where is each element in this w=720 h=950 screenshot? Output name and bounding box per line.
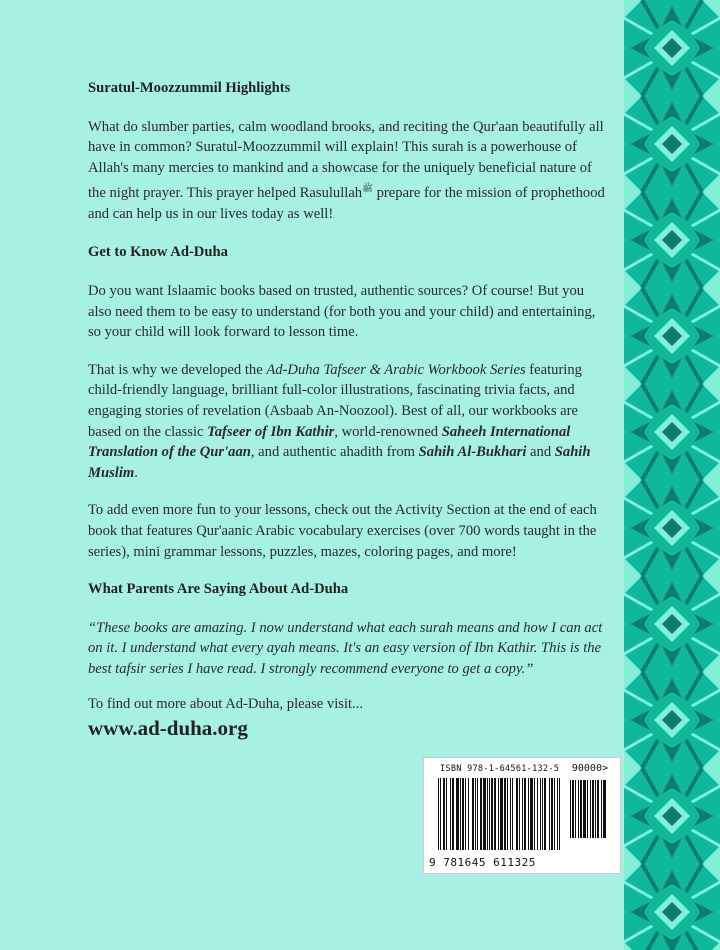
tafseer-title: Tafseer of Ibn Kathir: [207, 423, 335, 440]
barcode-bar: [494, 778, 496, 850]
know-paragraph-1: Do you want Islaamic books based on trusted, authentic sources? Of course! But you also need them to be easy to understand (for both you and your child) and entertaining, so your child will look forward to lesson time.: [88, 283, 596, 341]
bukhari-title: Sahih Al-Bukhari: [418, 444, 527, 461]
barcode-bar: [528, 778, 529, 850]
barcode-bar: [542, 778, 543, 850]
barcode-bar: [524, 778, 526, 850]
barcode-bar: [483, 778, 486, 850]
know-p2-b: featuring child-friendly language, brilliant full-color illustrations, fascinating trivia facts, and engaging stories of revelation (Asbaab An-Noozool). Best of all, our workbooks are based on the classic: [88, 361, 582, 440]
barcode-bar: [446, 778, 447, 850]
series-title: Ad-Duha Tafseer & Arabic Workbook Series: [266, 361, 526, 378]
highlights-paragraph: [88, 117, 608, 225]
highlights-text-a: What do slumber parties, calm woodland brooks, and reciting the Qur'aan beautifully all have in common? Suratul-Moozzummil will explain! This surah is a powerhouse of Allah's many mercies to mankind and a showcase for the uniquely beneficial nature of the night prayer. This prayer helped Rasulullah: [88, 118, 604, 202]
salutation-glyph: ﷺ: [362, 183, 373, 194]
barcode-bar: [597, 780, 599, 838]
barcode-bar: [507, 778, 508, 850]
know-paragraph-3: To add even more fun to your lessons, check out the Activity Section at the end of each book that features Qur'aanic Arabic vocabulary exercises (over 700 words taught in the series), mini grammar lessons, puzzles, mazes, coloring pages, and more!: [88, 502, 597, 560]
know-p2-f: .: [134, 464, 138, 481]
barcode-bar: [603, 780, 606, 838]
highlights-text-b: prepare for the mission of prophethood and can help us in our lives today as well!: [88, 185, 605, 222]
barcode-bar: [462, 778, 464, 850]
barcode-bar: [438, 778, 439, 850]
barcode-bar: [601, 780, 602, 838]
barcode-bar: [460, 778, 461, 850]
barcode-bar: [491, 778, 493, 850]
barcode-bar: [572, 780, 574, 838]
know-p2-a: That is why we developed the: [88, 361, 267, 378]
barcode-bar: [500, 778, 503, 850]
barcode-bar: [587, 780, 588, 838]
muslim-title: Sahih Muslim: [88, 444, 591, 481]
barcode-bar: [440, 778, 441, 850]
barcode-bar: [489, 778, 490, 850]
barcode-bar: [549, 778, 550, 850]
barcode-bar: [452, 778, 454, 850]
barcode-bar: [504, 778, 506, 850]
barcode-bar: [487, 778, 488, 850]
website-url: www.ad-duha.org: [88, 716, 248, 741]
barcode-bar: [456, 778, 459, 850]
barcode-bar: [590, 780, 591, 838]
back-cover-text: [88, 78, 608, 739]
barcode-bar: [551, 778, 553, 850]
barcode-bar: [540, 778, 541, 850]
parent-quote: “These books are amazing. I now understand what each surah means and how I can act on it. I understand what every ayah means. It's an easy version of Ibn Kathir. This is the best tafsir series I have read. I strongly recommend everyone to get a copy.”: [88, 619, 603, 677]
barcode-bar: [510, 778, 511, 850]
barcode-bar: [519, 778, 520, 850]
ean-number: 9 781645 611325: [429, 856, 536, 869]
parents-heading: What Parents Are Saying About Ad-Duha: [88, 581, 349, 598]
barcode-bar: [570, 780, 571, 838]
barcode-bar: [450, 778, 451, 850]
barcode-bar: [580, 780, 582, 838]
know-paragraph-2: [88, 360, 608, 484]
geometric-border-pattern: [624, 0, 720, 950]
isbn-barcode: [423, 757, 621, 874]
barcode-bar: [575, 780, 576, 838]
barcode-bar: [578, 780, 579, 838]
barcode-bar: [595, 780, 596, 838]
barcode-bar: [544, 778, 546, 850]
barcode-bar: [559, 778, 560, 850]
barcode-bar: [522, 778, 523, 850]
visit-text: To find out more about Ad-Duha, please visit...: [88, 695, 363, 712]
ean-bars: [438, 778, 566, 850]
know-heading: Get to Know Ad-Duha: [88, 244, 228, 261]
addon-bars: [570, 780, 612, 838]
barcode-bar: [475, 778, 476, 850]
price-addon-label: 90000>: [571, 763, 608, 774]
isbn-label: ISBN 978-1-64561-132-5: [440, 764, 560, 774]
barcode-bar: [468, 778, 469, 850]
saheeh-title: Saheeh International Translation of the Qur'aan: [88, 423, 571, 461]
barcode-bar: [465, 778, 466, 850]
barcode-bar: [557, 778, 558, 850]
highlights-heading: Suratul-Moozzummil Highlights: [88, 80, 291, 96]
barcode-bar: [537, 778, 538, 850]
barcode-bar: [480, 778, 482, 850]
barcode-bar: [477, 778, 478, 850]
islamic-pattern-icon: [624, 0, 720, 950]
know-p2-c: , world-renowned: [334, 423, 442, 440]
barcode-bar: [530, 778, 533, 850]
barcode-bar: [516, 778, 518, 850]
barcode-bar: [592, 780, 594, 838]
barcode-bar: [512, 778, 513, 850]
barcode-bar: [443, 778, 445, 850]
know-p2-e: and: [526, 444, 555, 461]
barcode-bar: [583, 780, 586, 838]
barcode-bar: [498, 778, 499, 850]
know-p2-d: , and authentic ahadith from: [250, 444, 419, 461]
barcode-bar: [554, 778, 555, 850]
barcode-bar: [472, 778, 474, 850]
barcode-bar: [534, 778, 535, 850]
